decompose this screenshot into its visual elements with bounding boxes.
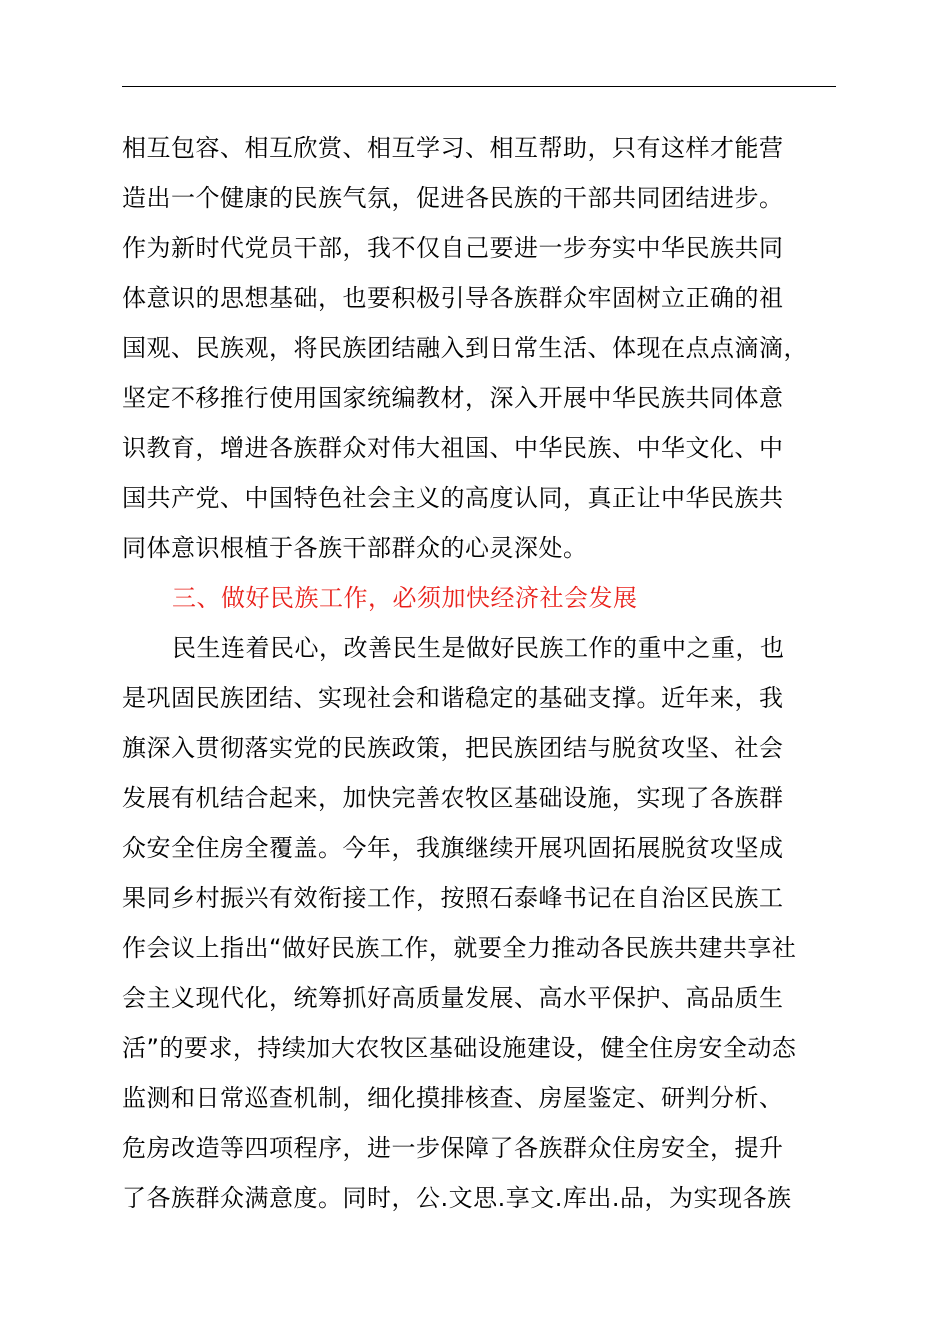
text-line: 会主义现代化，统筹抓好高质量发展、高水平保护、高品质生 <box>122 984 784 1012</box>
text-line: 旗深入贯彻落实党的民族政策，把民族团结与脱贫攻坚、社会 <box>122 734 784 762</box>
text-line: 民生连着民心，改善民生是做好民族工作的重中之重，也 <box>172 634 785 662</box>
text-line: 坚定不移推行使用国家统编教材，深入开展中华民族共同体意 <box>122 384 784 412</box>
text-line: 作会议上指出“做好民族工作，就要全力推动各民族共建共享社 <box>122 934 797 962</box>
text-line: 发展有机结合起来，加快完善农牧区基础设施，实现了各族群 <box>122 784 784 812</box>
text-line: 识教育，增进各族群众对伟大祖国、中华民族、中华文化、中 <box>122 434 784 462</box>
header-rule <box>122 86 836 87</box>
text-line: 造出一个健康的民族气氛，促进各民族的干部共同团结进步。 <box>122 184 784 212</box>
text-line: 同体意识根植于各族干部群众的心灵深处。 <box>122 534 588 562</box>
text-line: 体意识的思想基础，也要积极引导各族群众牢固树立正确的祖 <box>122 284 784 312</box>
text-line: 监测和日常巡查机制，细化摸排核查、房屋鉴定、研判分析、 <box>122 1084 784 1112</box>
text-line: 作为新时代党员干部，我不仅自己要进一步夯实中华民族共同 <box>122 234 784 262</box>
text-line: 果同乡村振兴有效衔接工作，按照石泰峰书记在自治区民族工 <box>122 884 784 912</box>
text-line: 活”的要求，持续加大农牧区基础设施建设，健全住房安全动态 <box>122 1034 797 1062</box>
text-line: 众安全住房全覆盖。今年，我旗继续开展巩固拓展脱贫攻坚成 <box>122 834 784 862</box>
section-heading: 三、做好民族工作，必须加快经济社会发展 <box>172 584 638 612</box>
text-line: 国观、民族观，将民族团结融入到日常生活、体现在点点滴滴， <box>122 334 808 362</box>
text-line: 危房改造等四项程序，进一步保障了各族群众住房安全，提升 <box>122 1134 784 1162</box>
text-line: 了各族群众满意度。同时，公.文思.享文.库出.品，为实现各族 <box>122 1184 792 1212</box>
text-line: 国共产党、中国特色社会主义的高度认同，真正让中华民族共 <box>122 484 784 512</box>
text-line: 是巩固民族团结、实现社会和谐稳定的基础支撑。近年来，我 <box>122 684 784 712</box>
text-line: 相互包容、相互欣赏、相互学习、相互帮助，只有这样才能营 <box>122 134 784 162</box>
